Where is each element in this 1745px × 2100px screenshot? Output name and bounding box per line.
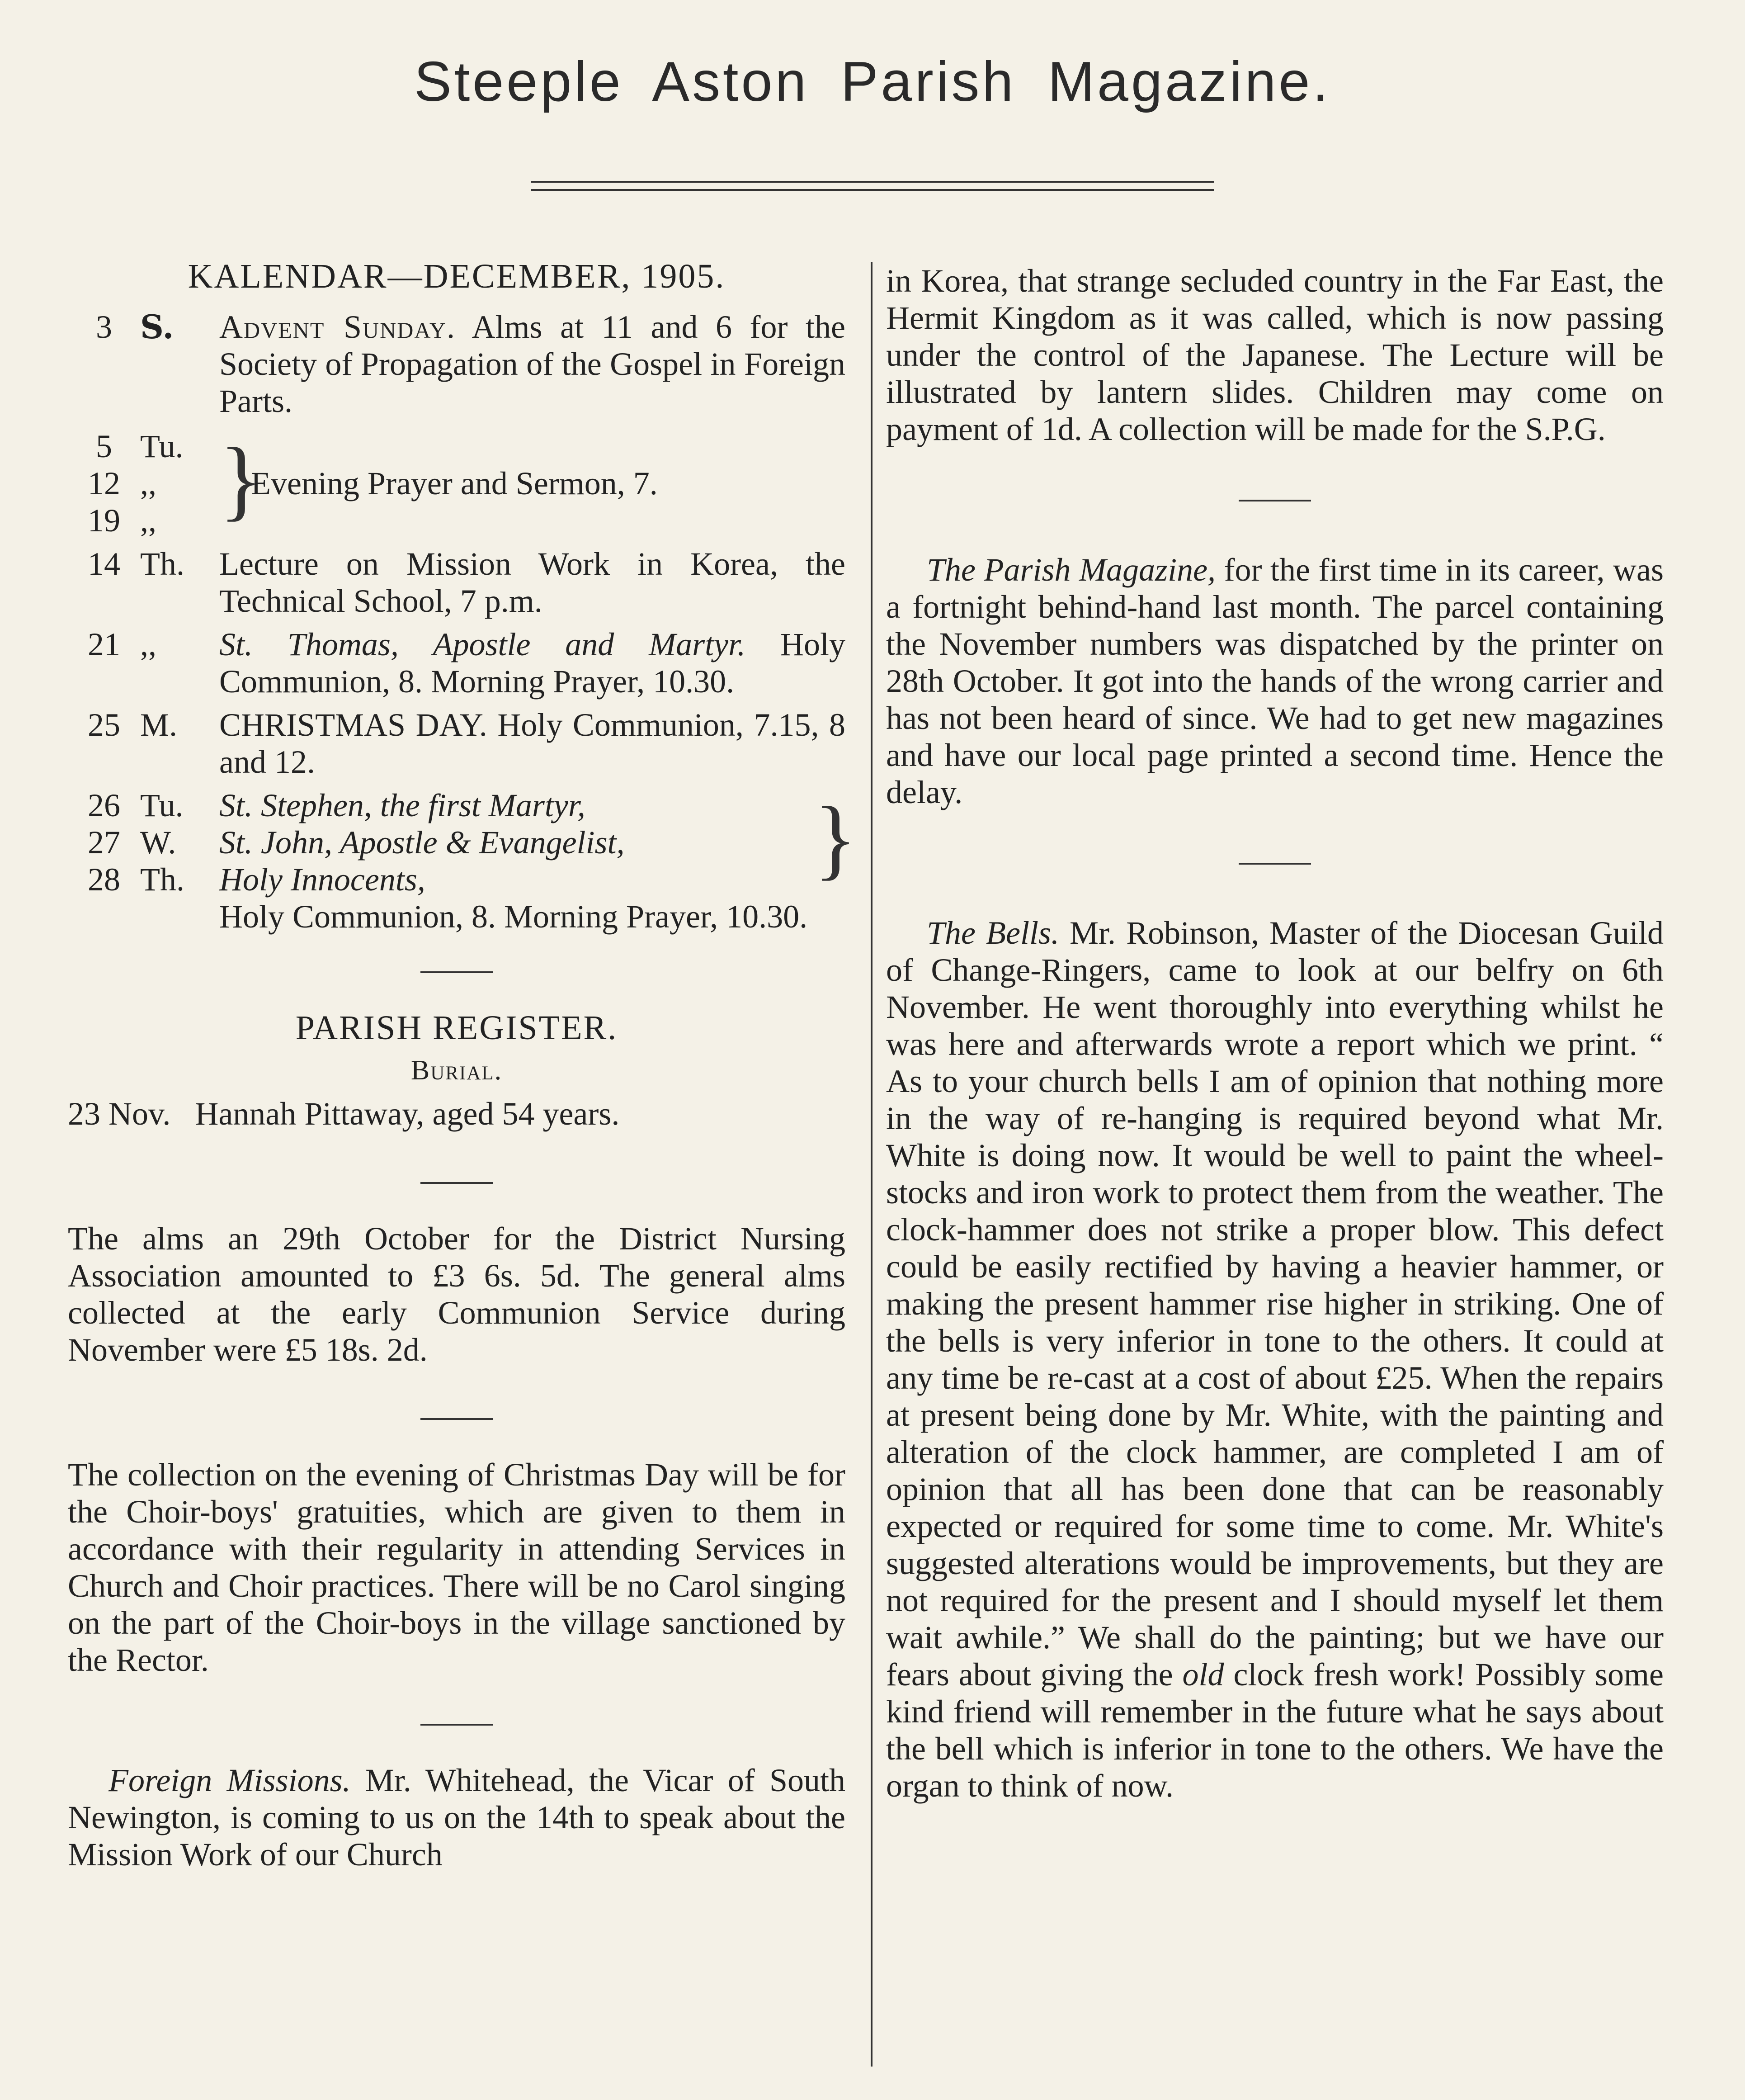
register-subheading: Burial. bbox=[410, 1055, 503, 1086]
left-column bbox=[68, 257, 857, 1873]
kalendar-entry-advent: 3 S. Advent Sunday. Alms at 11 and 6 for the Society of Propagation of the Gospel in Foreign Parts. bbox=[96, 307, 845, 419]
section-rule bbox=[1239, 863, 1311, 865]
kalendar-holy-days-services: Holy Communion, 8. Morning Prayer, 10.30. bbox=[219, 899, 808, 935]
kalendar-entry-st-thomas: 21 ,, St. Thomas, Apostle and Martyr. Holy Communion, 8. Morning Prayer, 10.30. bbox=[88, 626, 845, 700]
missions-paragraph: Foreign Missions. Mr. Whitehead, the Vicar of South Newington, is coming to us on the 14th to speak about the Mission Work of our Church bbox=[68, 1762, 846, 1873]
right-brace-icon: } bbox=[814, 789, 857, 889]
bells-paragraph: The Bells. Mr. Robinson, Master of the Diocesan Guild of Change-Ringers, came to look at our belfry on 6th November. He went thoroughly into everything whilst he was here and afterwards wrote a report which we print. “ As to your church bells I am of opinion that nothing more in the way of re-hanging is required beyond what Mr. White is doing now. It would be well to paint the wheel-stocks and iron work to protect them from the weather. The clock-hammer does not strike a proper blow. This defect could be easily rectified by having a heavier hammer, or making the present hammer rise higher in striking. One of the bells is very inferior in tone to the others. It could at any time be re-cast at a cost of about £25. When the repairs at present being done by Mr. White, with the painting and alteration of the clock hammer, are completed I am of opinion that all has been done that can be reasonably expected or required for some time to come. Mr. White's suggested alterations would be improvements, but they are not required for the present and I should myself let them wait awhile.” We shall do the painting; but we have our fears about giving the old clock fresh work! Possibly some kind friend will remember in the future what he says about the bell which is inferior in tone to the others. We have the organ to think of now. bbox=[886, 915, 1664, 1804]
sunday-mark: S. bbox=[140, 307, 174, 346]
column-divider bbox=[871, 262, 872, 2067]
section-rule bbox=[1239, 500, 1311, 501]
register-heading: PARISH REGISTER. bbox=[295, 1009, 618, 1047]
right-brace-icon: } bbox=[219, 430, 263, 530]
right-column bbox=[886, 262, 1664, 1804]
register-entry: 23 Nov. Hannah Pittaway, aged 54 years. bbox=[68, 1096, 620, 1132]
kalendar-entry-lecture: 14 Th. Lecture on Mission Work in Korea, the Technical School, 7 p.m. bbox=[88, 546, 845, 619]
page-title: Steeple Aston Parish Magazine. bbox=[414, 51, 1331, 113]
section-rule bbox=[420, 1418, 493, 1420]
section-rule bbox=[420, 971, 493, 973]
kalendar-group-evening-prayer: 5 12 19 Tu. ,, ,, } Evening Prayer and Sermon, 7. bbox=[88, 428, 658, 539]
alms-paragraph: The alms an 29th October for the District Nursing Association amounted to £3 6s. 5d. The general alms collected at the early Communion Service during November were £5 18s. 2d. bbox=[68, 1220, 845, 1368]
missions-paragraph-continued: in Korea, that strange secluded country in the Far East, the Hermit Kingdom as it was called, which is now passing under the control of the Japanese. The Lecture will be illustrated by lantern slides. Children may come on payment of 1d. A collection will be made for the S.P.G. bbox=[886, 263, 1664, 447]
section-rule bbox=[420, 1724, 493, 1726]
kalendar-heading: KALENDAR—DECEMBER, 1905. bbox=[188, 257, 726, 295]
magazine-note-paragraph: The Parish Magazine, for the first time in its career, was a fortnight behind-hand last month. The parcel containing the November numbers was dispatched by the printer on 28th October. It got into the hands of the wrong carrier and has not been heard of since. We had to get new magazines and have our local page printed a second time. Hence the delay. bbox=[886, 552, 1664, 810]
collection-paragraph: The collection on the evening of Christmas Day will be for the Choir-boys' gratuities, which are given to them in accordance with their regularity in attending Services in Church and Choir practices. There will be no Carol singing on the part of the Choir-boys in the village sanctioned by the Rector. bbox=[68, 1457, 845, 1678]
kalendar-group-holy-days: 26 27 28 Tu. W. Th. St. Stephen, the first Martyr, St. John, Apostle & Evangelist, Holy Innocents, } bbox=[88, 787, 857, 898]
section-rule bbox=[420, 1182, 493, 1184]
kalendar-entry-christmas: 25 M. CHRISTMAS DAY. Holy Communion, 7.15, 8 and 12. bbox=[88, 707, 845, 780]
title-double-rule bbox=[531, 181, 1214, 192]
